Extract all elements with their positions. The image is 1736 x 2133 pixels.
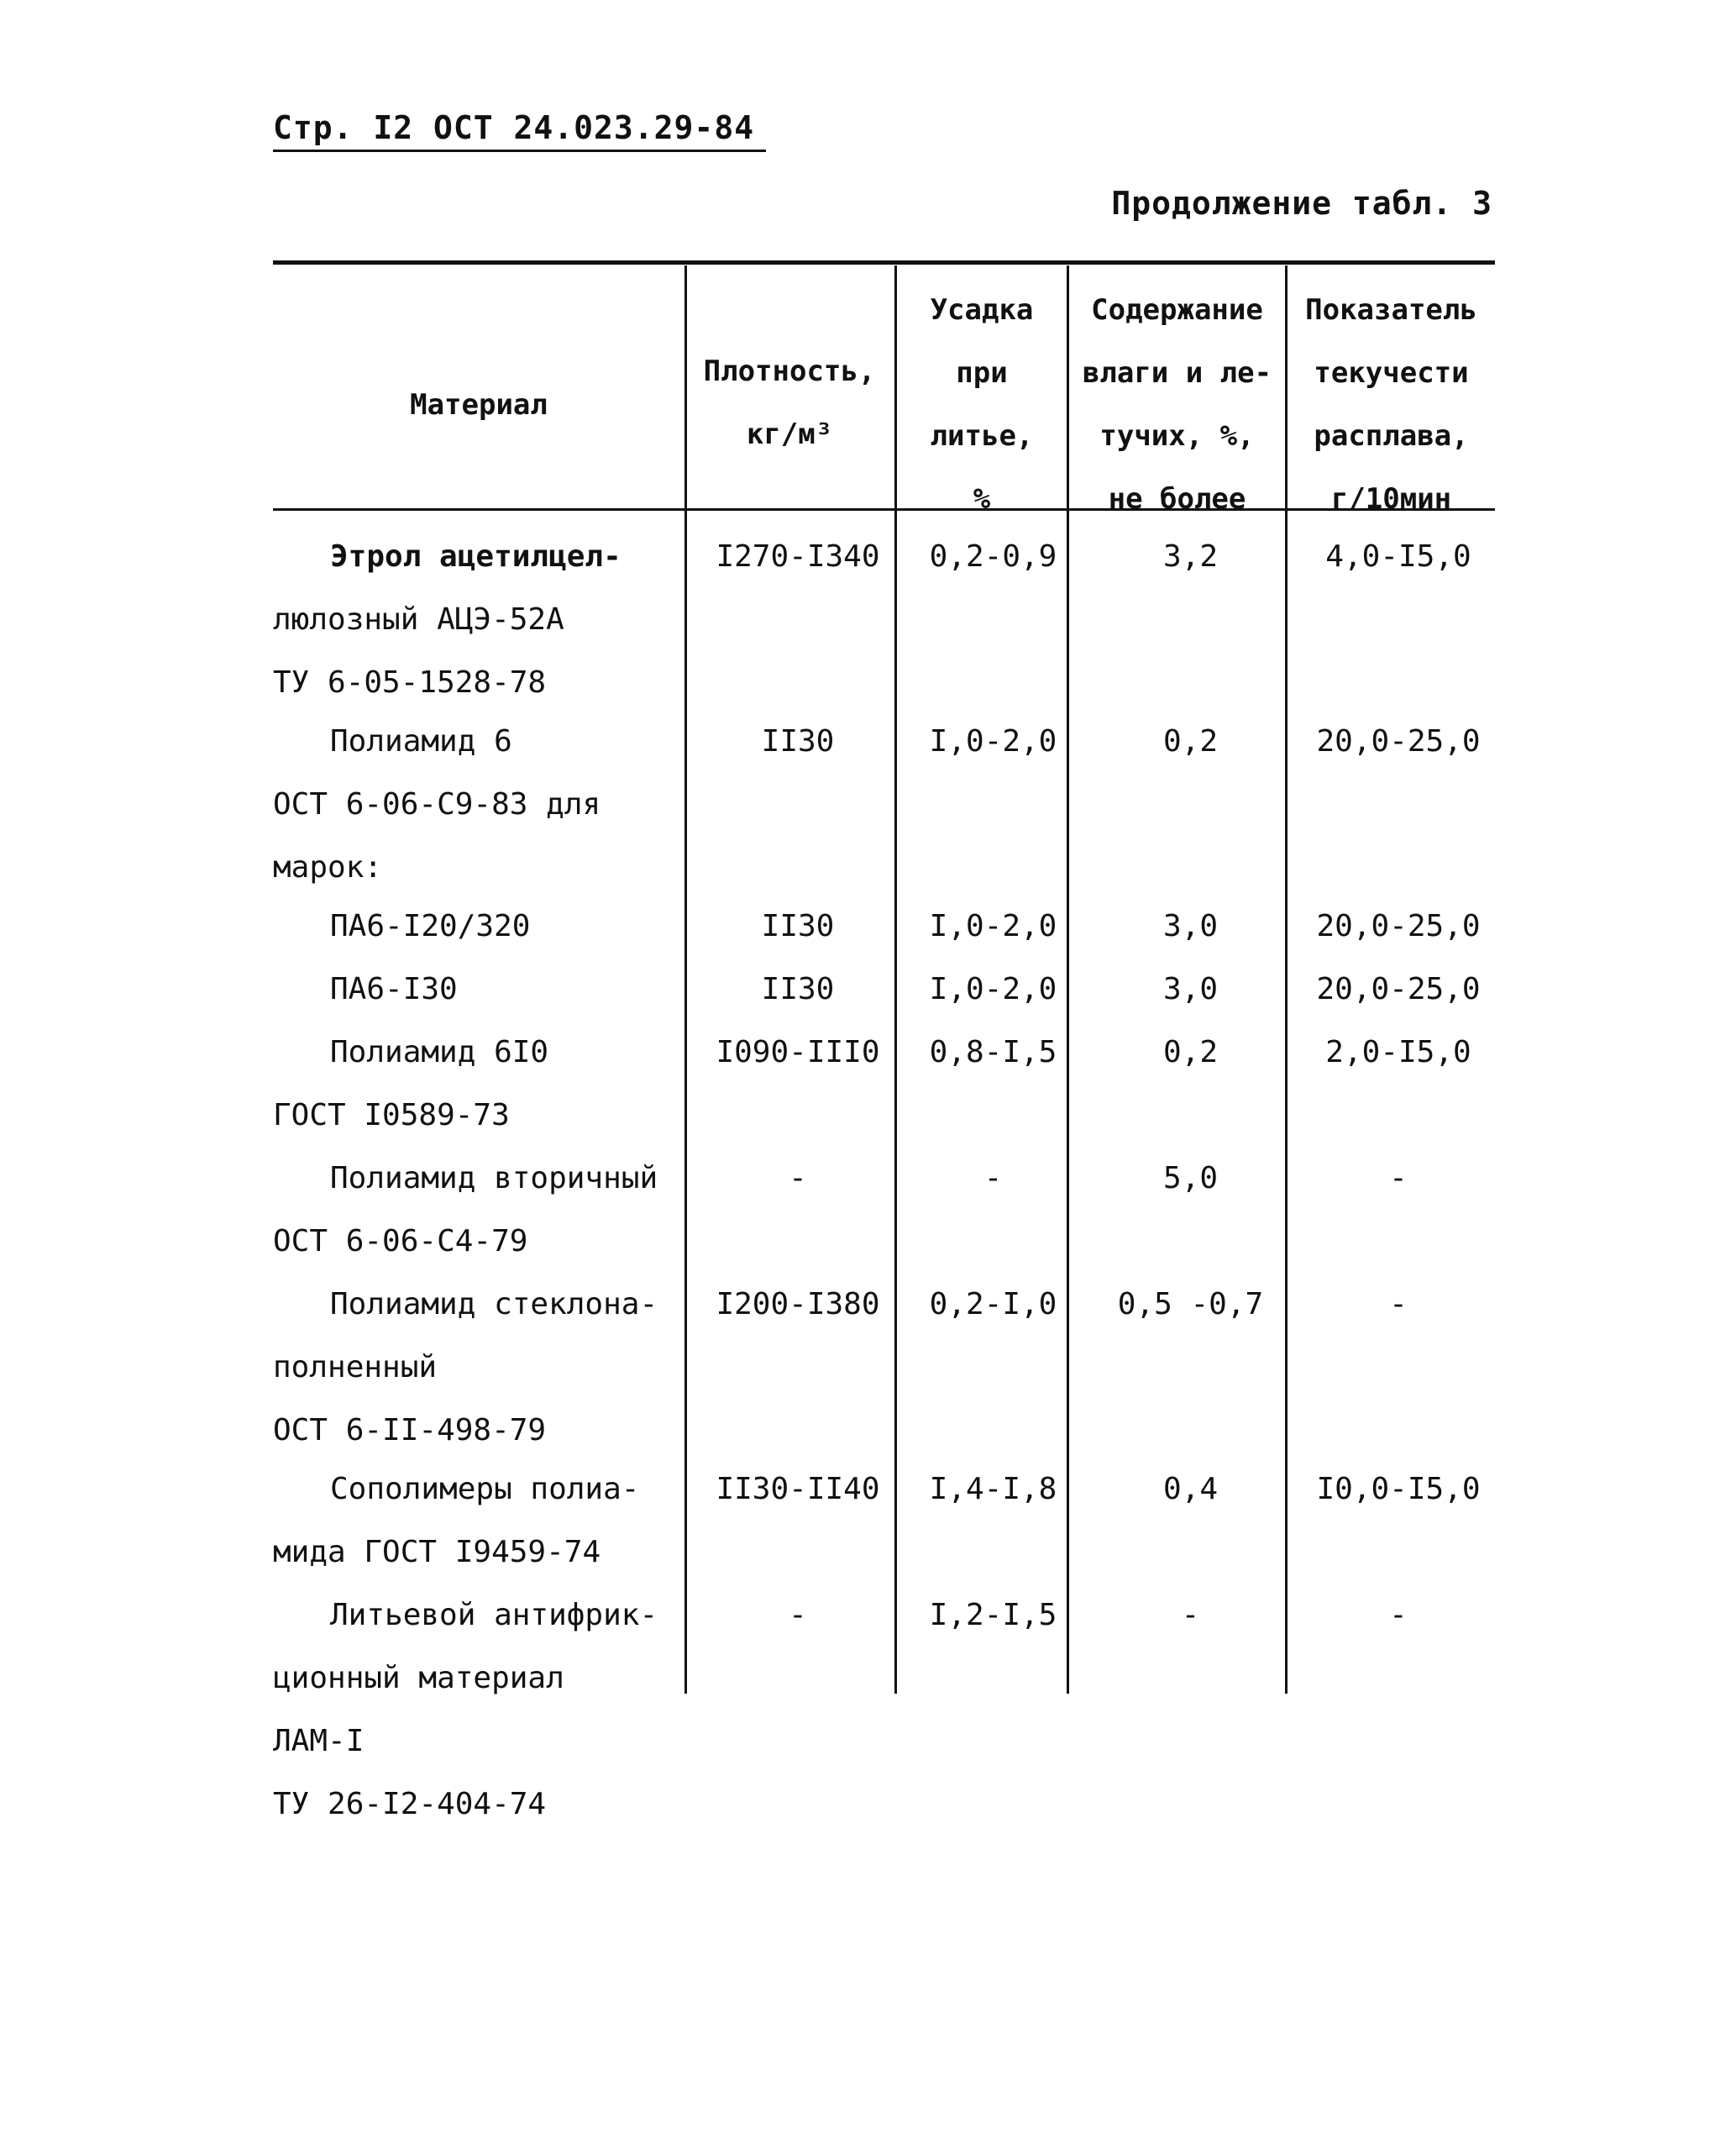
material-line: Полиамид стеклона- (330, 1287, 658, 1321)
moisture-cell: 0,5 -0,7 (1117, 1287, 1264, 1321)
density-cell: II30-II40 (716, 1472, 880, 1506)
material-cell (273, 1021, 693, 1147)
moisture-cell: 5,0 (1162, 1161, 1219, 1195)
col-header-material: Материал (410, 388, 548, 422)
material-line: ТУ 6-05-1528-78 (273, 665, 547, 700)
density-cell: II30 (761, 724, 835, 759)
shrinkage-cell: 0,2-0,9 (929, 539, 1057, 574)
material-line: ГОСТ I0589-73 (273, 1098, 510, 1132)
material-line: полненный (273, 1350, 438, 1384)
melt-index-cell: 20,0-25,0 (1316, 909, 1481, 943)
material-line: ПА6-I20/320 (330, 909, 531, 943)
material-line: ОСТ 6-06-С4-79 (273, 1224, 528, 1258)
material-line: Этрол ацетилцел- (330, 539, 621, 574)
material-line: ПА6-I30 (330, 972, 458, 1006)
moisture-cell: 0,4 (1162, 1472, 1219, 1506)
material-cell (273, 958, 693, 1021)
material-cell (273, 1584, 693, 1836)
material-line: Полиамид вторичный (330, 1161, 658, 1195)
density-cell: I200-I380 (716, 1287, 880, 1321)
density-cell: - (789, 1598, 807, 1632)
material-line: ТУ 26-I2-404-74 (273, 1787, 547, 1821)
material-line: Полиамид 6 (330, 724, 512, 759)
moisture-cell: 3,2 (1162, 539, 1219, 574)
density-cell: II30 (761, 972, 835, 1006)
shrinkage-cell: I,2-I,5 (929, 1598, 1057, 1632)
material-line: ционный материал (273, 1661, 564, 1695)
shrinkage-cell: - (983, 1161, 1003, 1195)
density-cell: I090-III0 (716, 1035, 880, 1069)
col-header-moisture: Содержание влаги и ле- тучих, %, не более (1082, 293, 1272, 516)
page-header: Стр. I2 ОСТ 24.023.29-84 (273, 109, 755, 146)
melt-index-cell: 2,0-I5,0 (1325, 1035, 1471, 1069)
material-line: мида ГОСТ I9459-74 (273, 1535, 601, 1569)
table-top-rule (273, 260, 1495, 265)
shrinkage-cell: I,0-2,0 (929, 724, 1057, 759)
col-header-melt-index: Показатель текучести расплава, г/10мин (1305, 293, 1477, 516)
melt-index-cell: - (1389, 1287, 1408, 1321)
material-cell (273, 1458, 693, 1584)
moisture-cell: 0,2 (1162, 1035, 1219, 1069)
melt-index-cell: - (1389, 1598, 1408, 1632)
density-cell: II30 (761, 909, 835, 943)
melt-index-cell: 4,0-I5,0 (1325, 539, 1471, 574)
shrinkage-cell: 0,8-I,5 (929, 1035, 1057, 1069)
material-line: ОСТ 6-II-498-79 (273, 1413, 547, 1447)
melt-index-cell: I0,0-I5,0 (1316, 1472, 1481, 1506)
shrinkage-cell: 0,2-I,0 (929, 1287, 1057, 1321)
shrinkage-cell: I,4-I,8 (929, 1472, 1057, 1506)
density-cell: I270-I340 (716, 539, 880, 574)
col-header-density: Плотность, кг/м³ (703, 355, 876, 451)
melt-index-cell: - (1389, 1161, 1408, 1195)
shrinkage-cell: I,0-2,0 (929, 909, 1057, 943)
material-cell (273, 1273, 693, 1462)
material-line: Полиамид 6I0 (330, 1035, 549, 1069)
density-cell: - (789, 1161, 807, 1195)
material-cell (273, 710, 693, 899)
material-line: ЛАМ-I (273, 1724, 365, 1758)
material-line: Сополимеры полиа- (330, 1472, 640, 1506)
material-cell (273, 525, 693, 714)
moisture-cell: 3,0 (1162, 972, 1219, 1006)
moisture-cell: 3,0 (1162, 909, 1219, 943)
shrinkage-cell: I,0-2,0 (929, 972, 1057, 1006)
material-cell (273, 1147, 693, 1273)
moisture-cell: - (1181, 1598, 1200, 1632)
material-cell (273, 895, 693, 958)
melt-index-cell: 20,0-25,0 (1316, 724, 1481, 759)
table-continuation-label: Продолжение табл. 3 (1111, 185, 1492, 222)
material-line: марок: (273, 850, 383, 885)
material-line: ОСТ 6-06-С9-83 для (273, 787, 601, 822)
moisture-cell: 0,2 (1162, 724, 1219, 759)
material-line: Литьевой антифрик- (330, 1598, 658, 1632)
col-header-shrinkage: Усадка при литье, % (930, 293, 1034, 516)
material-line: люлозный АЦЭ-52А (273, 602, 564, 637)
melt-index-cell: 20,0-25,0 (1316, 972, 1481, 1006)
header-underline (273, 150, 766, 152)
